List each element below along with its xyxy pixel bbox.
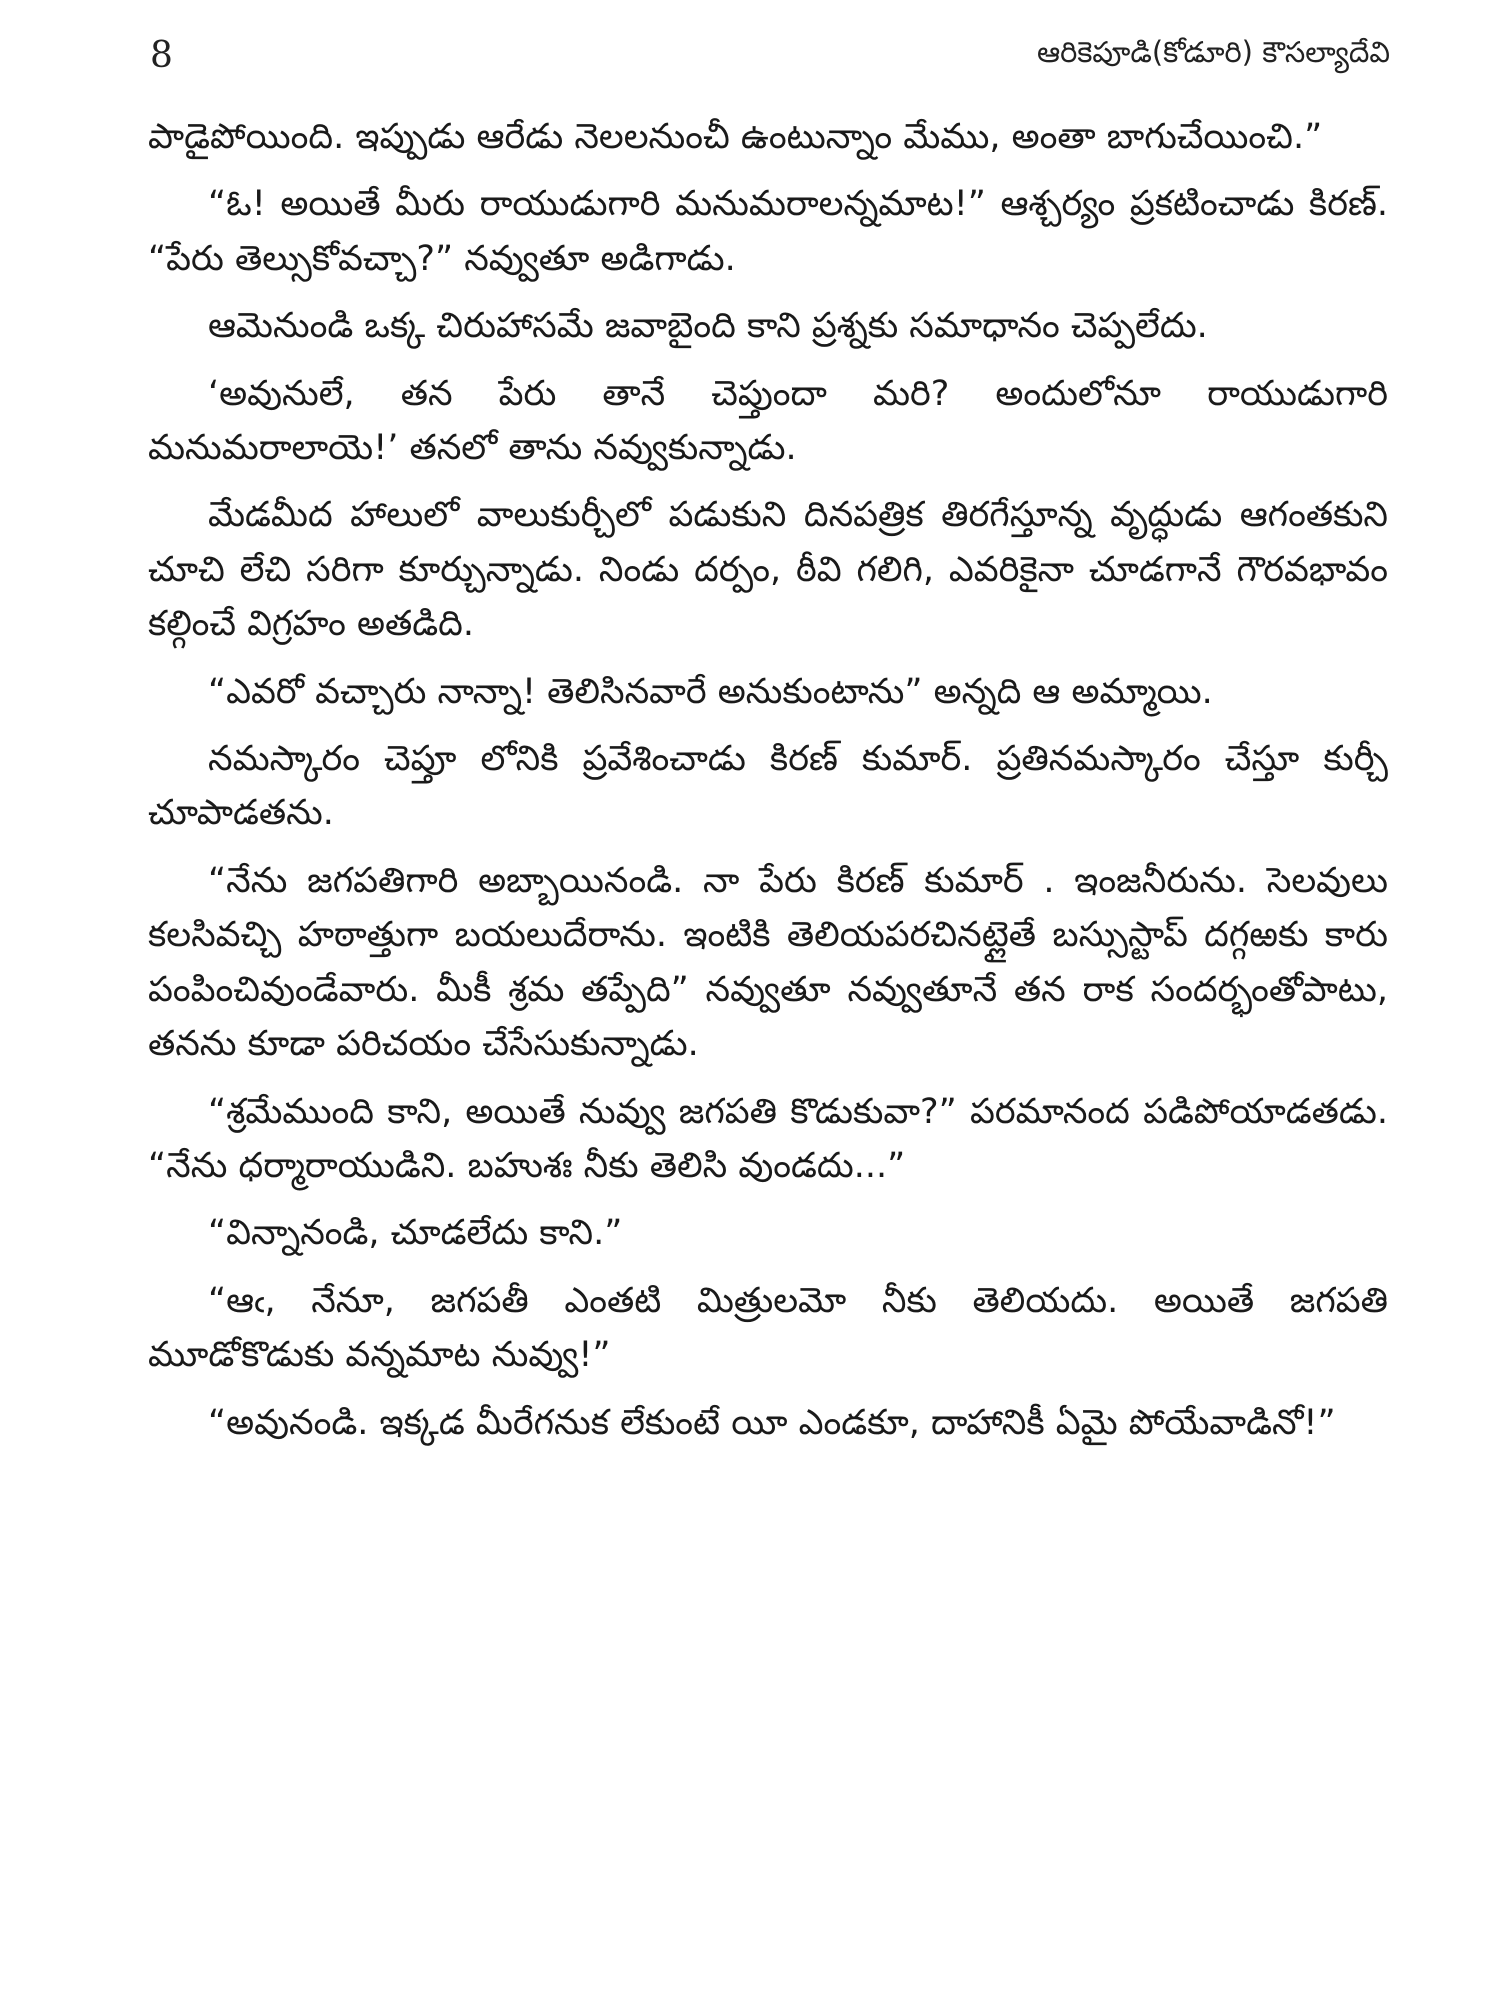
running-title: ఆరికెపూడి(కోడూరి) కౌసల్యాదేవి [1036,35,1390,69]
paragraph-10: “విన్నానండి, చూడలేదు కాని.” [208,1213,623,1254]
paragraph-9: “శ్రమేముంది కాని, అయితే నువ్వు జగపతి కొడుకువా?” పరమానంద పడిపోయాడతడు. “నేను ధర్మారాయుడిని. బహుశః నీకు తెలిసి వుండదు...” [148,1091,1388,1186]
paragraph-12: “అవునండి. ఇక్కడ మీరేగనుక లేకుంటే యీ ఎండకూ, దాహానికీ ఏమై పోయేవాడినో!” [208,1402,1336,1443]
paragraph-6: “ఎవరో వచ్చారు నాన్నా! తెలిసినవారే అనుకుంటాను” అన్నది ఆ అమ్మాయి. [208,671,1213,712]
paragraph-2: “ఓ! అయితే మీరు రాయుడుగారి మనుమరాలన్నమాట!” ఆశ్చర్యం ప్రకటించాడు కిరణ్. “పేరు తెల్సుకోవచ్చా?” నవ్వుతూ అడిగాడు. [148,184,1388,279]
paragraph-1: పాడైపోయింది. ఇప్పుడు ఆరేడు నెలలనుంచీ ఉంటున్నాం మేము, అంతా బాగుచేయించి.” [148,117,1323,157]
paragraph-3: ఆమెనుండి ఒక్క చిరుహాసమే జవాబైంది కాని ప్రశ్నకు సమాధానం చెప్పలేదు. [208,306,1208,347]
paragraph-5: మేడమీద హాలులో వాలుకుర్చీలో పడుకుని దినపత్రిక తిరగేస్తూన్న వృద్ధుడు ఆగంతకుని చూచి లేచి సరిగా కూర్చున్నాడు. నిండు దర్పం, ఠీవి గలిగి, ఎవరికైనా చూడగానే గౌరవభావం కల్గించే విగ్రహం అతడిది. [148,495,1388,645]
paragraph-8: “నేను జగపతిగారి అబ్బాయినండి. నా పేరు కిరణ్ కుమార్ . ఇంజనీరును. సెలవులు కలసివచ్చి హఠాత్తుగా బయలుదేరాను. ఇంటికి తెలియపరచినట్లైతే బస్సుస్టాప్ దగ్గఱకు కారు పంపించివుండేవారు. మీకీ శ్రమ తప్పేది” నవ్వుతూ నవ్వుతూనే తన రాక సందర్భంతోపాటు, తనను కూడా పరిచయం చేసేసుకున్నాడు. [148,860,1388,1065]
paragraph-4: ‘అవునులే, తన పేరు తానే చెప్తుందా మరి? అందులోనూ రాయుడుగారి మనుమరాలాయె!’ తనలో తాను నవ్వుకున్నాడు. [148,373,1388,469]
paragraph-11: “ఆఁ, నేనూ, జగపతీ ఎంతటి మిత్రులమో నీకు తెలియదు. అయితే జగపతి మూడోకొడుకు వన్నమాట నువ్వు!” [148,1280,1388,1376]
page-header [150,30,1390,80]
page-number: 8 [150,35,173,76]
paragraph-7: నమస్కారం చెప్తూ లోనికి ప్రవేశించాడు కిరణ్ కుమార్. ప్రతినమస్కారం చేస్తూ కుర్చీ చూపాడతను. [148,739,1388,834]
body-text [148,110,1388,1450]
